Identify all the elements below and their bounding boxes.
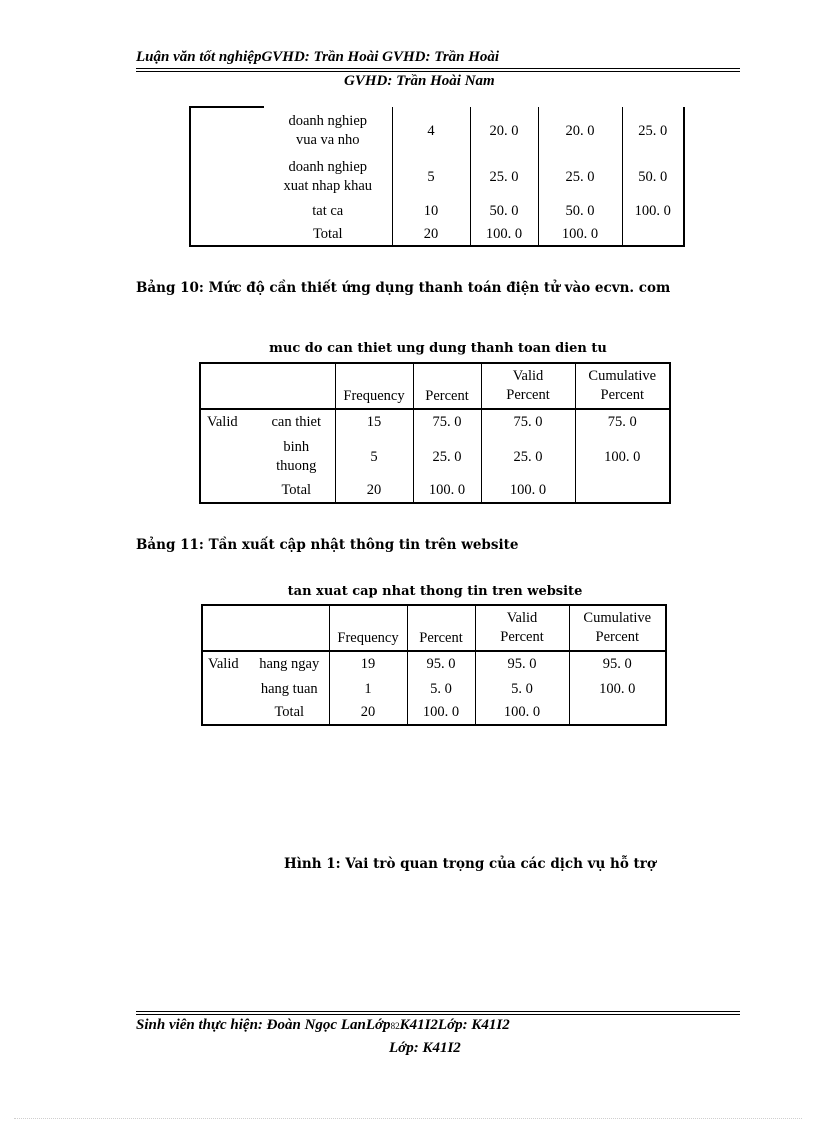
header-valid-percent: Valid Percent xyxy=(481,363,575,409)
table10 xyxy=(199,362,671,504)
frequency-cell: 15 xyxy=(335,409,413,435)
header-empty-cell xyxy=(202,605,329,651)
cumulative-percent-cell: 100. 0 xyxy=(575,435,670,479)
row-label: tat ca xyxy=(312,202,344,219)
row-label: doanh nghiep vua va nho xyxy=(288,113,368,148)
table-row xyxy=(190,199,684,223)
table10-caption: Bảng 10: Mức độ cần thiết ứng dụng thanh toán điện tử vào ecvn. com xyxy=(136,280,671,296)
page-edge-divider xyxy=(14,1118,802,1119)
percent-cell: 95. 0 xyxy=(407,651,475,677)
percent-cell: 25. 0 xyxy=(413,435,481,479)
header-percent: Percent xyxy=(407,605,475,651)
header-frequency: Frequency xyxy=(329,605,407,651)
valid-percent-cell: 75. 0 xyxy=(481,409,575,435)
cumulative-percent-cell: 75. 0 xyxy=(575,409,670,435)
row-label: Total xyxy=(312,225,343,242)
percent-cell: 20. 0 xyxy=(470,107,538,155)
footer-class: K41I2Lớp: K41I2 xyxy=(399,1017,510,1033)
row-group-cell xyxy=(190,223,264,246)
cumulative-percent-cell: 50. 0 xyxy=(622,155,684,199)
table10-title: muc do can thiet ung dung thanh toan dien tu xyxy=(269,341,607,356)
row-label: can thiet xyxy=(258,409,335,435)
row-label: Total xyxy=(281,482,312,498)
footer-line-2: Lớp: K41I2 xyxy=(389,1040,461,1056)
header-cumulative-percent: Cumulative Percent xyxy=(575,363,670,409)
table-row xyxy=(190,223,684,246)
figure1-caption: Hình 1: Vai trò quan trọng của các dịch vụ hỗ trợ xyxy=(284,856,656,872)
row-label: binh thuong xyxy=(276,439,317,474)
valid-percent-cell: 5. 0 xyxy=(475,677,569,701)
table9-continuation xyxy=(189,106,685,247)
footer-rule-top xyxy=(136,1011,740,1012)
table-row xyxy=(202,651,666,677)
table11-caption: Bảng 11: Tần xuất cập nhật thông tin trên website xyxy=(136,537,519,553)
frequency-cell: 1 xyxy=(329,677,407,701)
row-group-cell xyxy=(202,677,250,701)
valid-percent-cell: 100. 0 xyxy=(538,223,622,246)
header-rule-bottom xyxy=(136,71,740,72)
row-group-cell xyxy=(190,199,264,223)
row-group-cell xyxy=(200,435,258,479)
frequency-cell: 5 xyxy=(392,155,470,199)
cumulative-percent-cell: 95. 0 xyxy=(569,651,666,677)
percent-cell: 100. 0 xyxy=(407,701,475,725)
row-label: Total xyxy=(274,704,305,720)
frequency-cell: 5 xyxy=(335,435,413,479)
frequency-cell: 20 xyxy=(329,701,407,725)
table11-title: tan xuat cap nhat thong tin tren website xyxy=(287,584,583,599)
valid-percent-cell: 95. 0 xyxy=(475,651,569,677)
valid-percent-cell: 100. 0 xyxy=(475,701,569,725)
row-group-cell xyxy=(190,155,264,199)
table11 xyxy=(201,604,667,726)
row-label: doanh nghiep xuat nhap khau xyxy=(283,159,373,194)
table-row xyxy=(190,107,684,155)
valid-group-label: Valid xyxy=(200,409,258,435)
valid-group-label: Valid xyxy=(202,651,250,677)
valid-percent-cell: 25. 0 xyxy=(538,155,622,199)
row-group-cell xyxy=(202,701,250,725)
frequency-cell: 20 xyxy=(335,479,413,503)
header-frequency: Frequency xyxy=(335,363,413,409)
valid-percent-cell: 100. 0 xyxy=(481,479,575,503)
header-empty-cell xyxy=(200,363,335,409)
header-line-2: GVHD: Trần Hoài Nam xyxy=(344,73,495,89)
row-group-cell xyxy=(190,107,264,155)
percent-cell: 25. 0 xyxy=(470,155,538,199)
frequency-cell: 20 xyxy=(392,223,470,246)
table-header-row xyxy=(202,605,666,651)
table-row xyxy=(200,435,670,479)
row-label: hang ngay xyxy=(250,651,329,677)
header-percent: Percent xyxy=(413,363,481,409)
valid-percent-cell: 25. 0 xyxy=(481,435,575,479)
percent-cell: 5. 0 xyxy=(407,677,475,701)
valid-percent-cell: 20. 0 xyxy=(538,107,622,155)
cumulative-percent-cell: 100. 0 xyxy=(569,677,666,701)
frequency-cell: 10 xyxy=(392,199,470,223)
header-rule-top xyxy=(136,68,740,69)
table-row xyxy=(202,677,666,701)
percent-cell: 75. 0 xyxy=(413,409,481,435)
table-row xyxy=(200,409,670,435)
frequency-cell: 4 xyxy=(392,107,470,155)
cumulative-percent-cell: 25. 0 xyxy=(622,107,684,155)
cumulative-percent-cell xyxy=(569,701,666,725)
table-row xyxy=(200,479,670,503)
header-cumulative-percent: Cumulative Percent xyxy=(569,605,666,651)
header-valid-percent: Valid Percent xyxy=(475,605,569,651)
cumulative-percent-cell: 100. 0 xyxy=(622,199,684,223)
footer-line-1 xyxy=(136,1017,510,1034)
page-number: 82 xyxy=(390,1021,400,1031)
frequency-cell: 19 xyxy=(329,651,407,677)
cumulative-percent-cell xyxy=(575,479,670,503)
table-header-row xyxy=(200,363,670,409)
percent-cell: 50. 0 xyxy=(470,199,538,223)
valid-percent-cell: 50. 0 xyxy=(538,199,622,223)
header-line-1: Luận văn tốt nghiệpGVHD: Trần Hoài GVHD: Trần Hoài xyxy=(136,49,500,65)
percent-cell: 100. 0 xyxy=(470,223,538,246)
footer-rule-bottom xyxy=(136,1014,740,1015)
row-group-cell xyxy=(200,479,258,503)
footer-author: Sinh viên thực hiện: Đoàn Ngọc LanLớp xyxy=(136,1017,391,1033)
percent-cell: 100. 0 xyxy=(413,479,481,503)
cumulative-percent-cell xyxy=(622,223,684,246)
table-row xyxy=(190,155,684,199)
table-row xyxy=(202,701,666,725)
row-label: hang tuan xyxy=(260,680,318,697)
